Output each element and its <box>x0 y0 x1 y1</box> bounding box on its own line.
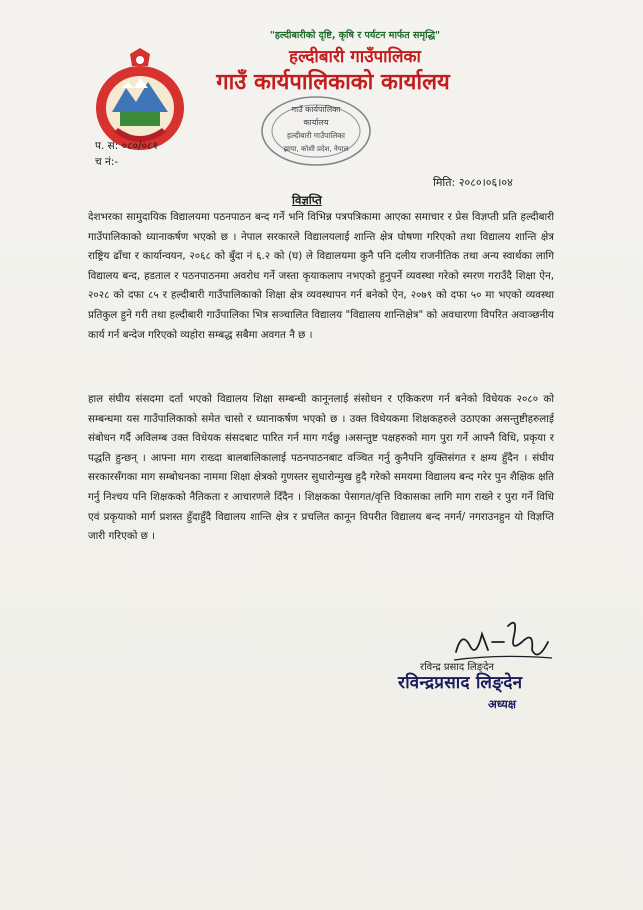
dispatch-number: च नं:- <box>95 156 119 168</box>
notice-paragraph-1: देशभरका सामुदायिक विद्यालयमा पठनपाठन बन्द गर्ने भनि विभिन्न पत्रपत्रिकामा आएका समाचार र प्रेस विज्ञप्ती प्रति हल्दीबारी गाउँपालिकाको ध्यानाकर्षण भएको छ । नेपाल सरकारले विद्यालयलाई शान्ति क्षेत्र घोषणा गरिएको तथा विद्यालय शान्ति क्षेत्र राष्ट्रिय ढाँचा र कार्यान्वयन, २०६८ को बुँदा नं ६.२ को (घ) ले विद्यालयमा कुनै पनि दलीय राजनीतिक तथा अन्य स्वार्थका लागि विद्यालय बन्द, हडताल र पठनपाठनमा अवरोध गर्ने जस्ता कृयाकलाप नभएको हुनुपर्ने व्यवस्था गरेको स्मरण गराउँदै शिक्षा ऐन, २०२८ को दफा ८५ र हल्दीबारी गाउँपालिकाको शिक्षा क्षेत्र व्यवस्थापन गर्न बनेको ऐन, २०७९ को दफा ५० मा भएको व्यवस्था प्रतिकुल हुने गरी तथा हल्दीबारी गाउँपालिका भित्र सञ्चालित विद्यालय "विद्यालय शान्तिक्षेत्र" को अवधारणा विपरित अवाञ्छनीय कार्य गर्न बन्देज गरिएको व्यहोरा सम्बद्ध सबैमा अवगत नै छ । <box>88 211 554 341</box>
seal-text-line4: झापा, कोशी प्रदेश, नेपाल <box>283 145 349 153</box>
municipality-name: हल्दीबारी गाउँपालिका <box>289 47 421 67</box>
office-name: गाउँ कार्यपालिकाको कार्यालय <box>216 70 450 95</box>
seal-text-line1: गाउँ कार्यपालिका <box>291 105 341 114</box>
reference-number: प. सं: ०८०/०८१ <box>95 140 158 152</box>
notice-date: मिति: २०८०।०६।०४ <box>433 176 513 189</box>
notice-title: विज्ञप्ति <box>292 193 322 207</box>
seal-text-line2: कार्यालय <box>303 118 329 127</box>
signer-name-typed: रविन्द्र प्रसाद लिङ्देन <box>420 662 494 673</box>
signer-name-stamp: रविन्द्रप्रसाद लिङ्देन <box>398 673 523 693</box>
municipality-slogan: "हल्दीबारीको दृष्टि, कृषि र पर्यटन मार्फत समृद्धि" <box>269 30 441 41</box>
office-seal-stamp <box>257 92 375 170</box>
seal-text-line3: हल्दीबारी गाउँपालिका <box>287 131 345 140</box>
notice-paragraph-2: हाल संघीय संसदमा दर्ता भएको विद्यालय शिक्षा सम्बन्धी कानूनलाई संसोधन र एकिकरण गर्न बनेको विधेयक २०८० को सम्बन्धमा यस गाउँपालिकाको समेत चासो र ध्यानाकर्षण भएको छ । उक्त विधेयकमा शिक्षकहरुले उठाएका असन्तुष्टीहरुलाई संबोधन गर्दै अविलम्ब उक्त विधेयक संसदबाट पारित गर्न माग गर्दछु ।असन्तुष्ट पक्षहरुको माग पुरा गर्ने आफ्नै विधि, प्रकृया र पद्धति हुन्छन् । आफ्ना माग राख्दा बालबालिकालाई पठनपाठनबाट वञ्चित गर्नु कुनैपनि युक्तिसंगत र क्षम्य हुँदैन । संघीय सरकारसँगका माग सम्बोधनका नाममा शिक्षा क्षेत्रको गुणस्तर सुधारोन्मुख हुदै गरेको समयमा विद्यालय बन्द गरेर पुन शैक्षिक क्षति गर्नु निश्चय पनि शिक्षकको नैतिकता र आचारणले दिँदैन । शिक्षकका पेसागत/वृत्ति विकासका लागि माग राख्ने र पुरा गर्ने विधि एवं प्रकृयाको मार्ग प्रशस्त हुँदाहुँदै विद्यालय शान्ति क्षेत्र र प्रचलित कानून विपरीत विद्यालय बन्द नगर्न/ नगराउनहुन यो विज्ञप्ति जारी गरिएको छ । <box>88 393 554 543</box>
signer-designation: अध्यक्ष <box>488 697 517 711</box>
